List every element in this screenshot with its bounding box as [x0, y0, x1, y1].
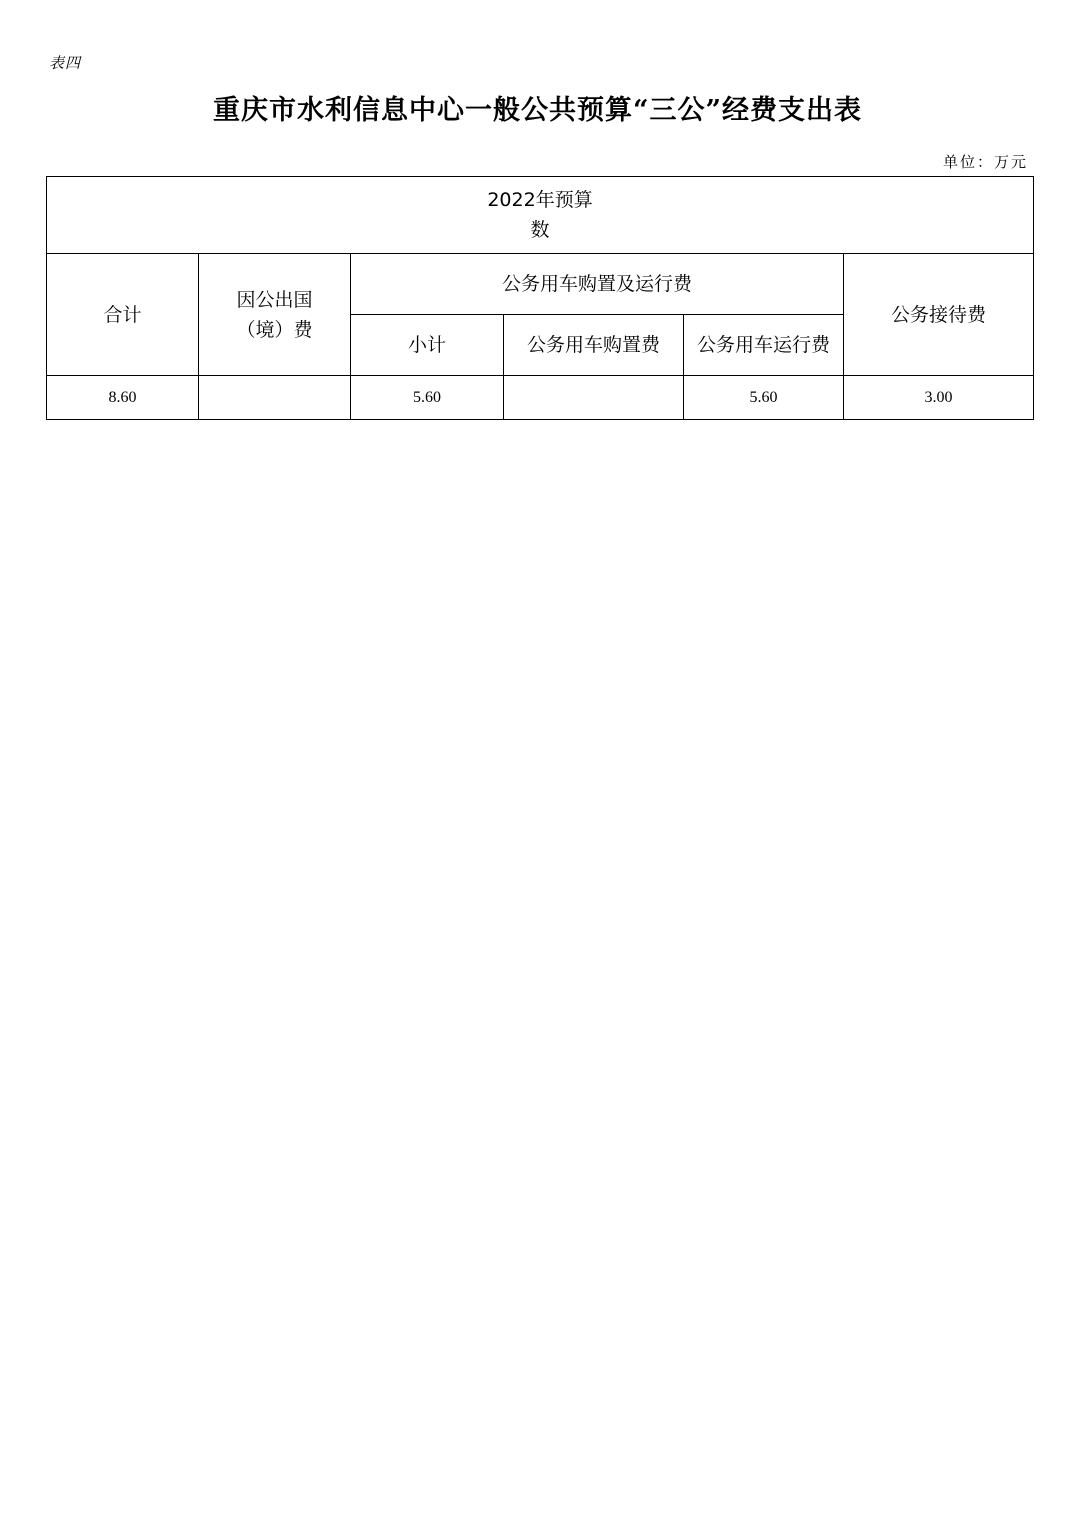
table-row — [47, 376, 1034, 420]
table-number: 表四 — [49, 54, 82, 72]
header-vehicle-operation: 公务用车运行费 — [684, 315, 844, 376]
header-vehicle-subtotal: 小计 — [351, 315, 504, 376]
header-budget-year: 2022年预算数 — [487, 189, 593, 241]
header-budget-year-cell — [47, 177, 1034, 254]
page-title: 重庆市水利信息中心一般公共预算“三公”经费支出表 — [212, 95, 863, 126]
cell-total: 8.60 — [47, 376, 199, 420]
header-abroad: 因公出国（境）费 — [236, 288, 313, 341]
unit-label: 单位：万元 — [942, 153, 1028, 171]
budget-table — [46, 176, 1034, 420]
header-abroad-cell — [199, 254, 351, 376]
header-reception: 公务接待费 — [844, 254, 1034, 376]
header-vehicle-group: 公务用车购置及运行费 — [351, 254, 844, 315]
header-total: 合计 — [47, 254, 199, 376]
header-vehicle-purchase: 公务用车购置费 — [504, 315, 684, 376]
cell-vehicle-purchase — [504, 376, 684, 420]
cell-vehicle-subtotal: 5.60 — [351, 376, 504, 420]
cell-reception: 3.00 — [844, 376, 1034, 420]
header-row-top — [47, 177, 1034, 254]
header-row-middle — [47, 254, 1034, 315]
cell-abroad — [199, 376, 351, 420]
cell-vehicle-operation: 5.60 — [684, 376, 844, 420]
